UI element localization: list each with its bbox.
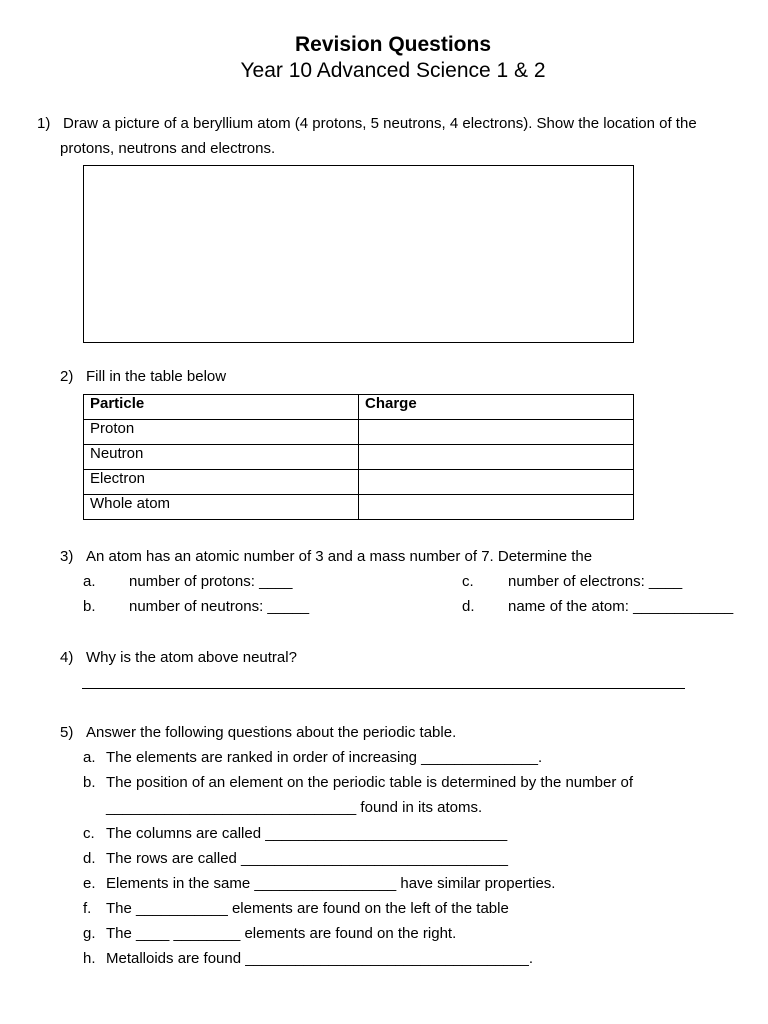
- table-row: [84, 470, 634, 495]
- document-subtitle: Year 10 Advanced Science 1 & 2: [240, 59, 546, 82]
- q5a-letter: a.: [83, 749, 96, 766]
- particle-cell: Neutron: [84, 445, 359, 470]
- q5-text: Answer the following questions about the periodic table.: [86, 724, 457, 741]
- q5d-letter: d.: [83, 850, 96, 867]
- q3c-letter: c.: [462, 573, 474, 590]
- q5h-letter: h.: [83, 950, 96, 967]
- q5e-letter: e.: [83, 875, 96, 892]
- charge-answer-cell[interactable]: [359, 495, 634, 520]
- document-title: Revision Questions: [294, 33, 492, 56]
- q3b-letter: b.: [83, 598, 96, 615]
- q3-number: 3): [60, 548, 74, 565]
- q5h-text: Metalloids are found __________________________________.: [106, 950, 534, 967]
- q3b-text: number of neutrons: _____: [129, 598, 310, 615]
- q5c-letter: c.: [83, 825, 95, 842]
- table-row: [84, 445, 634, 470]
- q1-text-line2: protons, neutrons and electrons.: [60, 140, 276, 157]
- q3-text: An atom has an atomic number of 3 and a mass number of 7. Determine the: [86, 548, 593, 565]
- particle-cell: Whole atom: [84, 495, 359, 520]
- q5g-letter: g.: [83, 925, 96, 942]
- q5b-continuation: ______________________________ found in its atoms.: [106, 799, 483, 816]
- q5d-text: The rows are called ________________________________: [106, 850, 509, 867]
- charge-answer-cell[interactable]: [359, 420, 634, 445]
- q3a-letter: a.: [83, 573, 96, 590]
- table-row: [84, 495, 634, 520]
- q1-text-line1: Draw a picture of a beryllium atom (4 protons, 5 neutrons, 4 electrons). Show the location of the: [63, 115, 697, 132]
- q5e-text: Elements in the same _________________ have similar properties.: [106, 875, 556, 892]
- particle-cell: Electron: [84, 470, 359, 495]
- q5g-text: The ____ ________ elements are found on the right.: [106, 925, 457, 942]
- q5a-text: The elements are ranked in order of increasing ______________.: [106, 749, 543, 766]
- q5b-letter: b.: [83, 774, 96, 791]
- charge-answer-cell[interactable]: [359, 445, 634, 470]
- table-header-charge: Charge: [359, 395, 634, 420]
- q4-text: Why is the atom above neutral?: [86, 649, 297, 666]
- q4-answer-line[interactable]: [82, 688, 685, 689]
- q3d-letter: d.: [462, 598, 475, 615]
- table-header-particle: Particle: [84, 395, 359, 420]
- table-header-row: [84, 395, 634, 420]
- q1-number: 1): [37, 115, 51, 132]
- q5f-letter: f.: [83, 900, 92, 917]
- charge-answer-cell[interactable]: [359, 470, 634, 495]
- particle-charge-table: [83, 394, 634, 520]
- table-row: [84, 420, 634, 445]
- q2-number: 2): [60, 368, 74, 385]
- particle-cell: Proton: [84, 420, 359, 445]
- drawing-answer-box[interactable]: [83, 165, 634, 343]
- q3a-text: number of protons: ____: [129, 573, 293, 590]
- q5f-text: The ___________ elements are found on the left of the table: [106, 900, 509, 917]
- q5-number: 5): [60, 724, 74, 741]
- q5b-text: The position of an element on the periodic table is determined by the number of: [106, 774, 633, 791]
- q5c-text: The columns are called _____________________________: [106, 825, 508, 842]
- q4-number: 4): [60, 649, 74, 666]
- q3c-text: number of electrons: ____: [508, 573, 683, 590]
- q2-text: Fill in the table below: [86, 368, 227, 385]
- q3d-text: name of the atom: ____________: [508, 598, 734, 615]
